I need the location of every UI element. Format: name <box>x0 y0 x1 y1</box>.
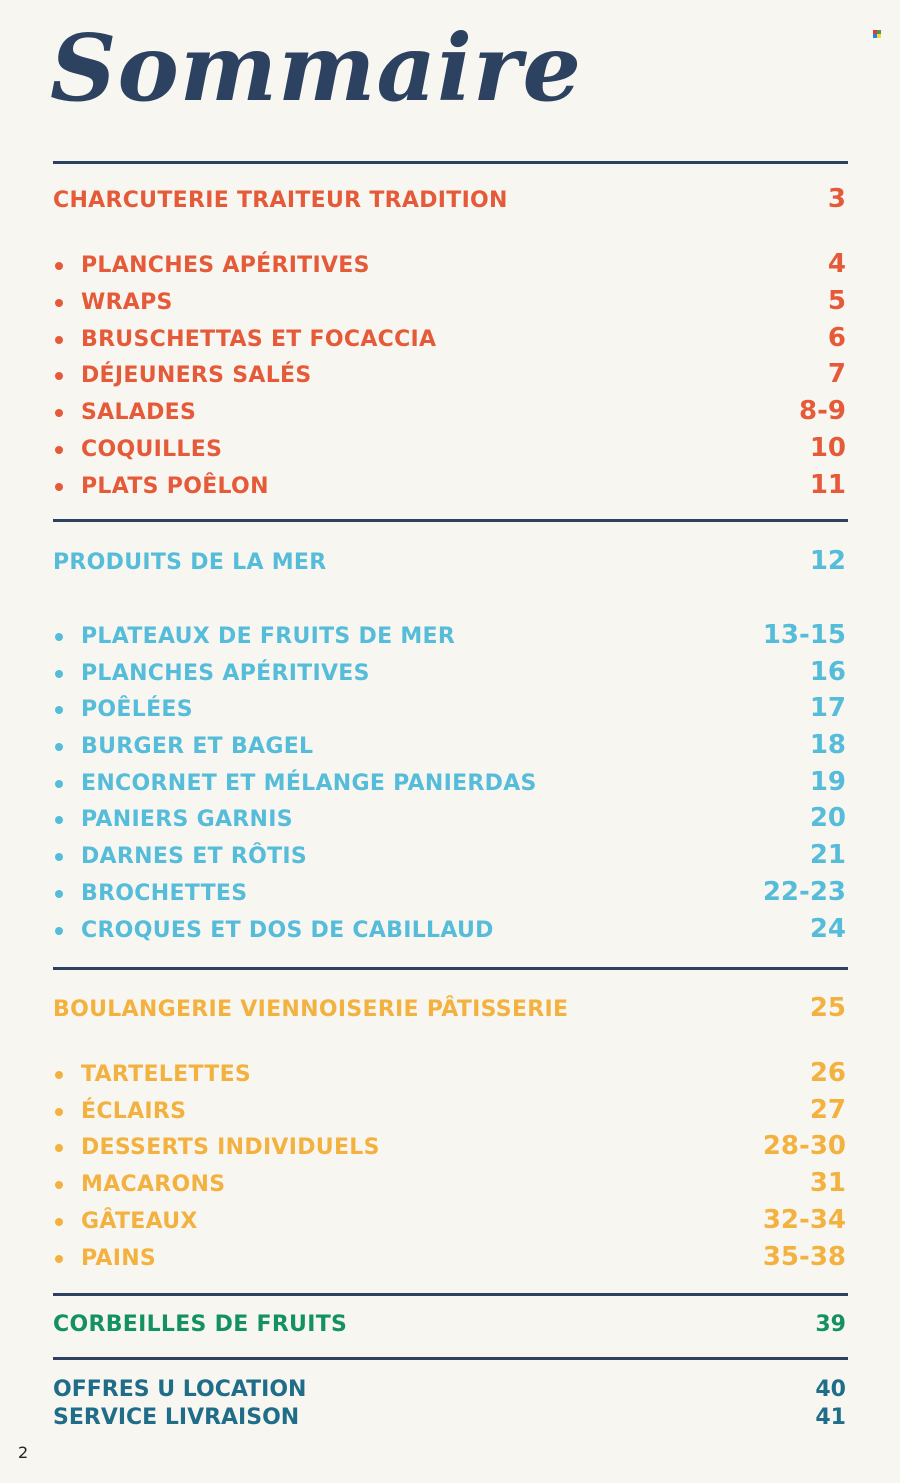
page-number: 2 <box>18 1443 29 1462</box>
section-label: PRODUITS DE LA MER <box>53 550 327 575</box>
toc-item[interactable] <box>53 767 846 797</box>
item-page: 5 <box>827 286 846 316</box>
section-page: 3 <box>827 184 846 214</box>
item-page: 4 <box>827 249 846 279</box>
item-page: 6 <box>827 323 846 353</box>
toc-item-livraison[interactable] <box>53 1405 846 1430</box>
toc-item[interactable] <box>53 249 846 279</box>
item-page: 18 <box>809 730 846 760</box>
item-page: 13-15 <box>762 620 846 650</box>
toc-item[interactable] <box>53 1131 846 1161</box>
section-page: 25 <box>809 993 846 1023</box>
item-label: BRUSCHETTAS ET FOCACCIA <box>53 327 436 352</box>
item-label: DESSERTS INDIVIDUELS <box>53 1135 380 1160</box>
toc-item[interactable] <box>53 1205 846 1235</box>
toc-item[interactable] <box>53 693 846 723</box>
divider <box>53 1357 848 1360</box>
toc-item[interactable] <box>53 657 846 687</box>
item-label: TARTELETTES <box>53 1062 251 1087</box>
item-page: 16 <box>809 657 846 687</box>
item-page: 32-34 <box>762 1205 846 1235</box>
section-label: CORBEILLES DE FRUITS <box>53 1312 348 1337</box>
toc-section-boulangerie[interactable] <box>53 993 846 1023</box>
divider <box>53 1293 848 1296</box>
item-page: 27 <box>809 1095 846 1125</box>
divider <box>53 161 848 164</box>
item-page: 24 <box>809 914 846 944</box>
toc-item[interactable] <box>53 840 846 870</box>
item-page: 8-9 <box>799 396 846 426</box>
item-label: SERVICE LIVRAISON <box>53 1405 300 1430</box>
toc-item[interactable] <box>53 396 846 426</box>
toc-item[interactable] <box>53 433 846 463</box>
item-page: 41 <box>815 1405 846 1430</box>
toc-section-mer[interactable] <box>53 546 846 576</box>
item-page: 17 <box>809 693 846 723</box>
item-page: 11 <box>809 470 846 500</box>
item-label: BURGER ET BAGEL <box>53 734 313 759</box>
item-label: PLATS POÊLON <box>53 474 269 499</box>
item-label: OFFRES U LOCATION <box>53 1377 307 1402</box>
item-label: PAINS <box>53 1246 156 1271</box>
toc-item[interactable] <box>53 1168 846 1198</box>
item-page: 10 <box>809 433 846 463</box>
toc-item[interactable] <box>53 877 846 907</box>
item-label: PLANCHES APÉRITIVES <box>53 253 370 278</box>
item-label: COQUILLES <box>53 437 222 462</box>
toc-item[interactable] <box>53 470 846 500</box>
toc-item[interactable] <box>53 286 846 316</box>
toc-item[interactable] <box>53 1058 846 1088</box>
toc-item[interactable] <box>53 1095 846 1125</box>
item-page: 26 <box>809 1058 846 1088</box>
item-page: 19 <box>809 767 846 797</box>
item-page: 35-38 <box>762 1242 846 1272</box>
item-page: 22-23 <box>762 877 846 907</box>
divider <box>53 519 848 522</box>
item-label: CROQUES ET DOS DE CABILLAUD <box>53 918 494 943</box>
toc-item[interactable] <box>53 1242 846 1272</box>
item-label: PLATEAUX DE FRUITS DE MER <box>53 624 455 649</box>
section-label: BOULANGERIE VIENNOISERIE PÂTISSERIE <box>53 997 569 1022</box>
section-page: 12 <box>809 546 846 576</box>
item-label: POÊLÉES <box>53 697 193 722</box>
color-mark-icon <box>873 30 881 38</box>
item-label: BROCHETTES <box>53 881 247 906</box>
toc-item[interactable] <box>53 323 846 353</box>
page-title: Sommaire <box>50 14 583 122</box>
item-page: 21 <box>809 840 846 870</box>
toc-item[interactable] <box>53 359 846 389</box>
toc-item[interactable] <box>53 914 846 944</box>
toc-section-fruits[interactable] <box>53 1312 846 1337</box>
toc-item[interactable] <box>53 730 846 760</box>
item-label: MACARONS <box>53 1172 225 1197</box>
toc-item[interactable] <box>53 620 846 650</box>
item-page: 28-30 <box>762 1131 846 1161</box>
item-page: 40 <box>815 1377 846 1402</box>
toc-section-charcuterie[interactable] <box>53 184 846 214</box>
item-label: PLANCHES APÉRITIVES <box>53 661 370 686</box>
toc-item-location[interactable] <box>53 1377 846 1402</box>
item-label: DARNES ET RÔTIS <box>53 844 307 869</box>
divider <box>53 967 848 970</box>
item-label: GÂTEAUX <box>53 1209 198 1234</box>
section-page: 39 <box>815 1312 846 1337</box>
item-label: ENCORNET ET MÉLANGE PANIERDAS <box>53 771 537 796</box>
item-page: 31 <box>809 1168 846 1198</box>
item-label: WRAPS <box>53 290 173 315</box>
item-label: PANIERS GARNIS <box>53 807 293 832</box>
item-page: 20 <box>809 803 846 833</box>
item-label: DÉJEUNERS SALÉS <box>53 363 312 388</box>
item-label: ÉCLAIRS <box>53 1099 186 1124</box>
section-label: CHARCUTERIE TRAITEUR TRADITION <box>53 188 508 213</box>
toc-item[interactable] <box>53 803 846 833</box>
item-label: SALADES <box>53 400 196 425</box>
item-page: 7 <box>827 359 846 389</box>
